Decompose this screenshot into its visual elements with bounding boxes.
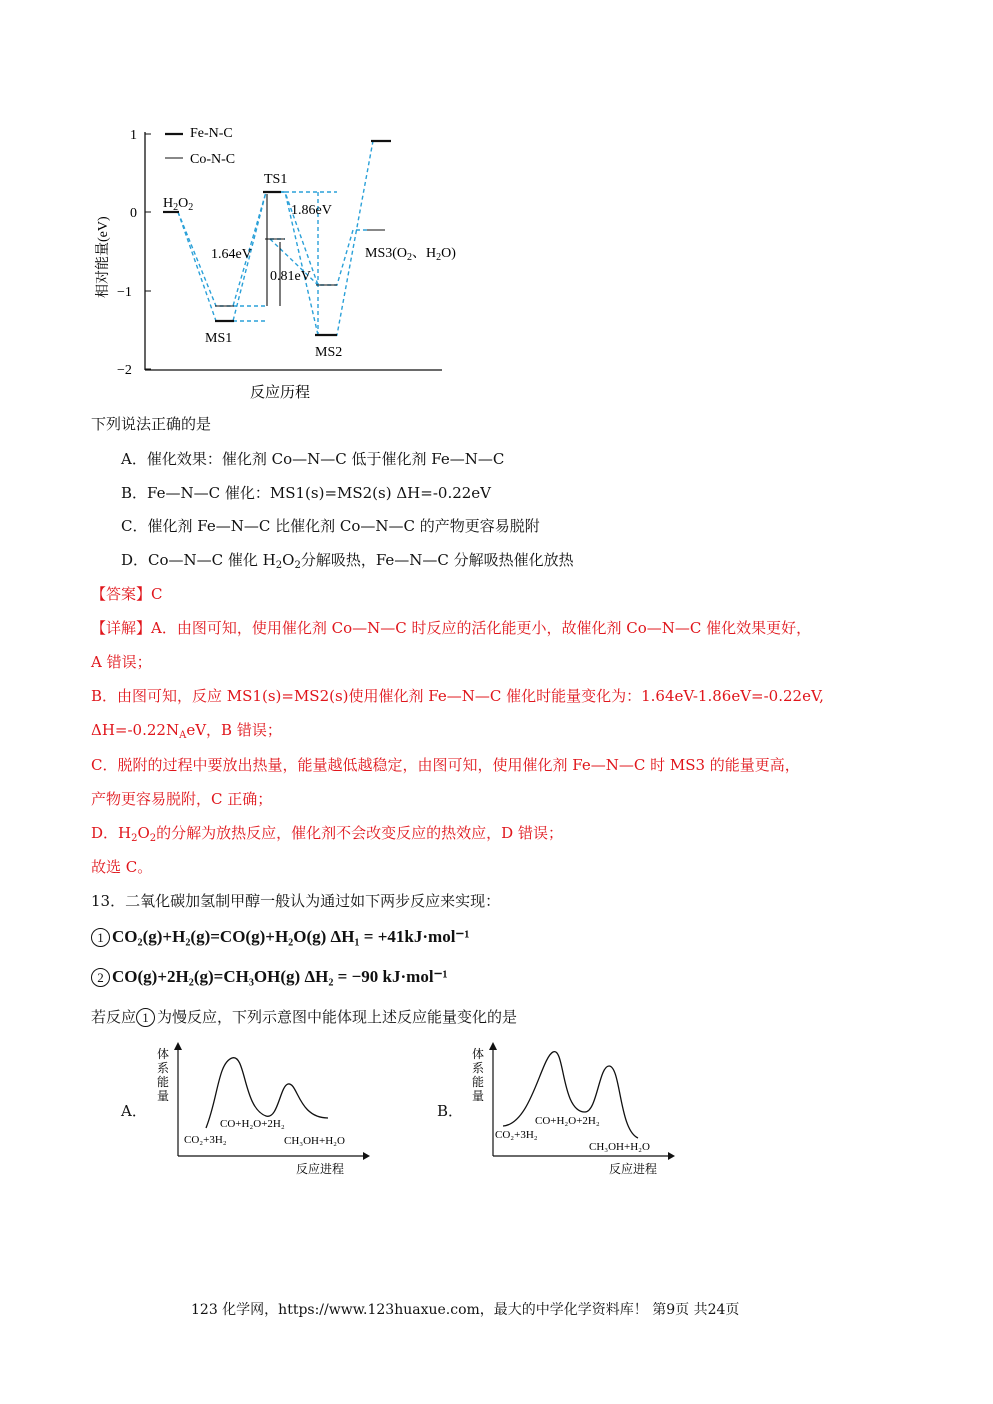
choice-a-label[interactable]: A． [121,1102,147,1120]
option-d: D．Co—N—C 催化 $H_2O_2$分解吸热，Fe—N—C 分解吸热催化放热 [121,551,574,571]
explanation-line-3: B．由图可知，反应 MS1(s)=MS2(s)使用催化剂 Fe—N—C 催化时能量变化为：1.64eV-1.86eV=-0.22eV, [91,687,824,705]
x-axis-label: 反应历程 [250,385,311,401]
y-tick-neg1: −1 [117,285,132,300]
option-b: B．Fe—N—C 催化：MS1(s)=MS2(s) ΔH=-0.22eV [121,484,492,502]
mini-b-end: CH₃OH+H₂O [589,1141,650,1153]
label-gap-164: 1.64eV [211,247,252,262]
y-tick-0: 0 [130,206,137,221]
circle-number-2: 2 [91,968,110,987]
explanation-line-6: 产物更容易脱附，C 正确； [91,790,273,808]
gap-arrows [267,194,280,306]
question-stem: 下列说法正确的是 [91,415,212,433]
label-ts1: TS1 [264,172,288,187]
q13-stem: 13．二氧化碳加氢制甲醇一般认为通过如下两步反应来实现： [91,892,501,910]
energy-diagram-b[interactable] [463,1038,693,1180]
mini-a-end: CH₃OH+H₂O [284,1135,345,1147]
option-c: C．催化剂 Fe—N—C 比催化剂 Co—N—C 的产物更容易脱附 [121,517,540,535]
answer: 【答案】C [91,585,163,603]
mini-a-x-label: 反应进程 [296,1162,345,1176]
equation-1: 1 CO₂(g)+H₂(g)=CO(g)+H₂O(g) ΔH₁ = +41kJ·mol⁻¹ [91,927,470,947]
explanation-line-7: D．$H_2O_2$的分解为放热反应，催化剂不会改变反应的热效应，D 错误； [91,824,563,844]
label-gap-186: 1.86eV [291,203,332,218]
label-ms3: $MS3(O_2$、$H_2O$) [365,246,456,263]
mini-b-x-label: 反应进程 [609,1162,658,1176]
q13-prompt: 若反应 1 为慢反应，下列示意图中能体现上述反应能量变化的是 [91,1008,518,1026]
mini-b-y-label: 体系能量 [472,1047,485,1103]
label-gap-081: 0.81eV [270,269,311,284]
mini-a-start: CO₂+3H₂ [184,1134,227,1146]
legend-fe: Fe-N-C [190,126,233,141]
dashed-connections [178,141,390,335]
label-ms1: MS1 [205,331,233,346]
mini-b-mid: CO+H₂O+2H₂ [535,1115,600,1127]
circle-number-1: 1 [91,928,110,947]
mini-a-mid: CO+H₂O+2H₂ [220,1118,285,1130]
mini-a-y-label: 体系能量 [157,1047,170,1103]
page-footer: 123 化学网，https://www.123huaxue.com，最大的中学化学资料库！ 第9页 共24页 [191,1302,740,1318]
explanation-line-4: $\Delta H=-0.22N_AeV$，B 错误； [91,721,282,741]
explanation-line-1: 【详解】A．由图可知，使用催化剂 Co—N—C 时反应的活化能更小，故催化剂 Co—N—C 催化效果更好， [91,619,812,637]
energy-profile-figure [85,110,495,410]
choice-b-label[interactable]: B． [437,1102,464,1120]
option-a: A．催化效果：催化剂 Co—N—C 低于催化剂 Fe—N—C [121,450,505,468]
legend-co: Co-N-C [190,152,236,167]
explanation-line-8: 故选 C。 [91,858,153,876]
y-tick-1: 1 [130,128,137,143]
mini-b-start: CO₂+3H₂ [495,1129,538,1141]
explanation-line-2: A 错误； [91,653,152,671]
fe-levels [163,141,391,335]
co-levels [215,230,385,306]
label-ms2: MS2 [315,345,343,360]
energy-diagram-a[interactable] [148,1038,378,1180]
y-tick-neg2: −2 [117,363,132,378]
label-h2o2: $H_2O_2$ [163,196,194,213]
equation-2: 2 CO(g)+2H₂(g)=CH₃OH(g) ΔH₂ = −90 kJ·mol⁻¹ [91,967,448,987]
explanation-line-5: C．脱附的过程中要放出热量，能量越低越稳定，由图可知，使用催化剂 Fe—N—C 时 MS3 的能量更高， [91,756,800,774]
y-axis-label: 相对能量(eV) [96,216,111,298]
